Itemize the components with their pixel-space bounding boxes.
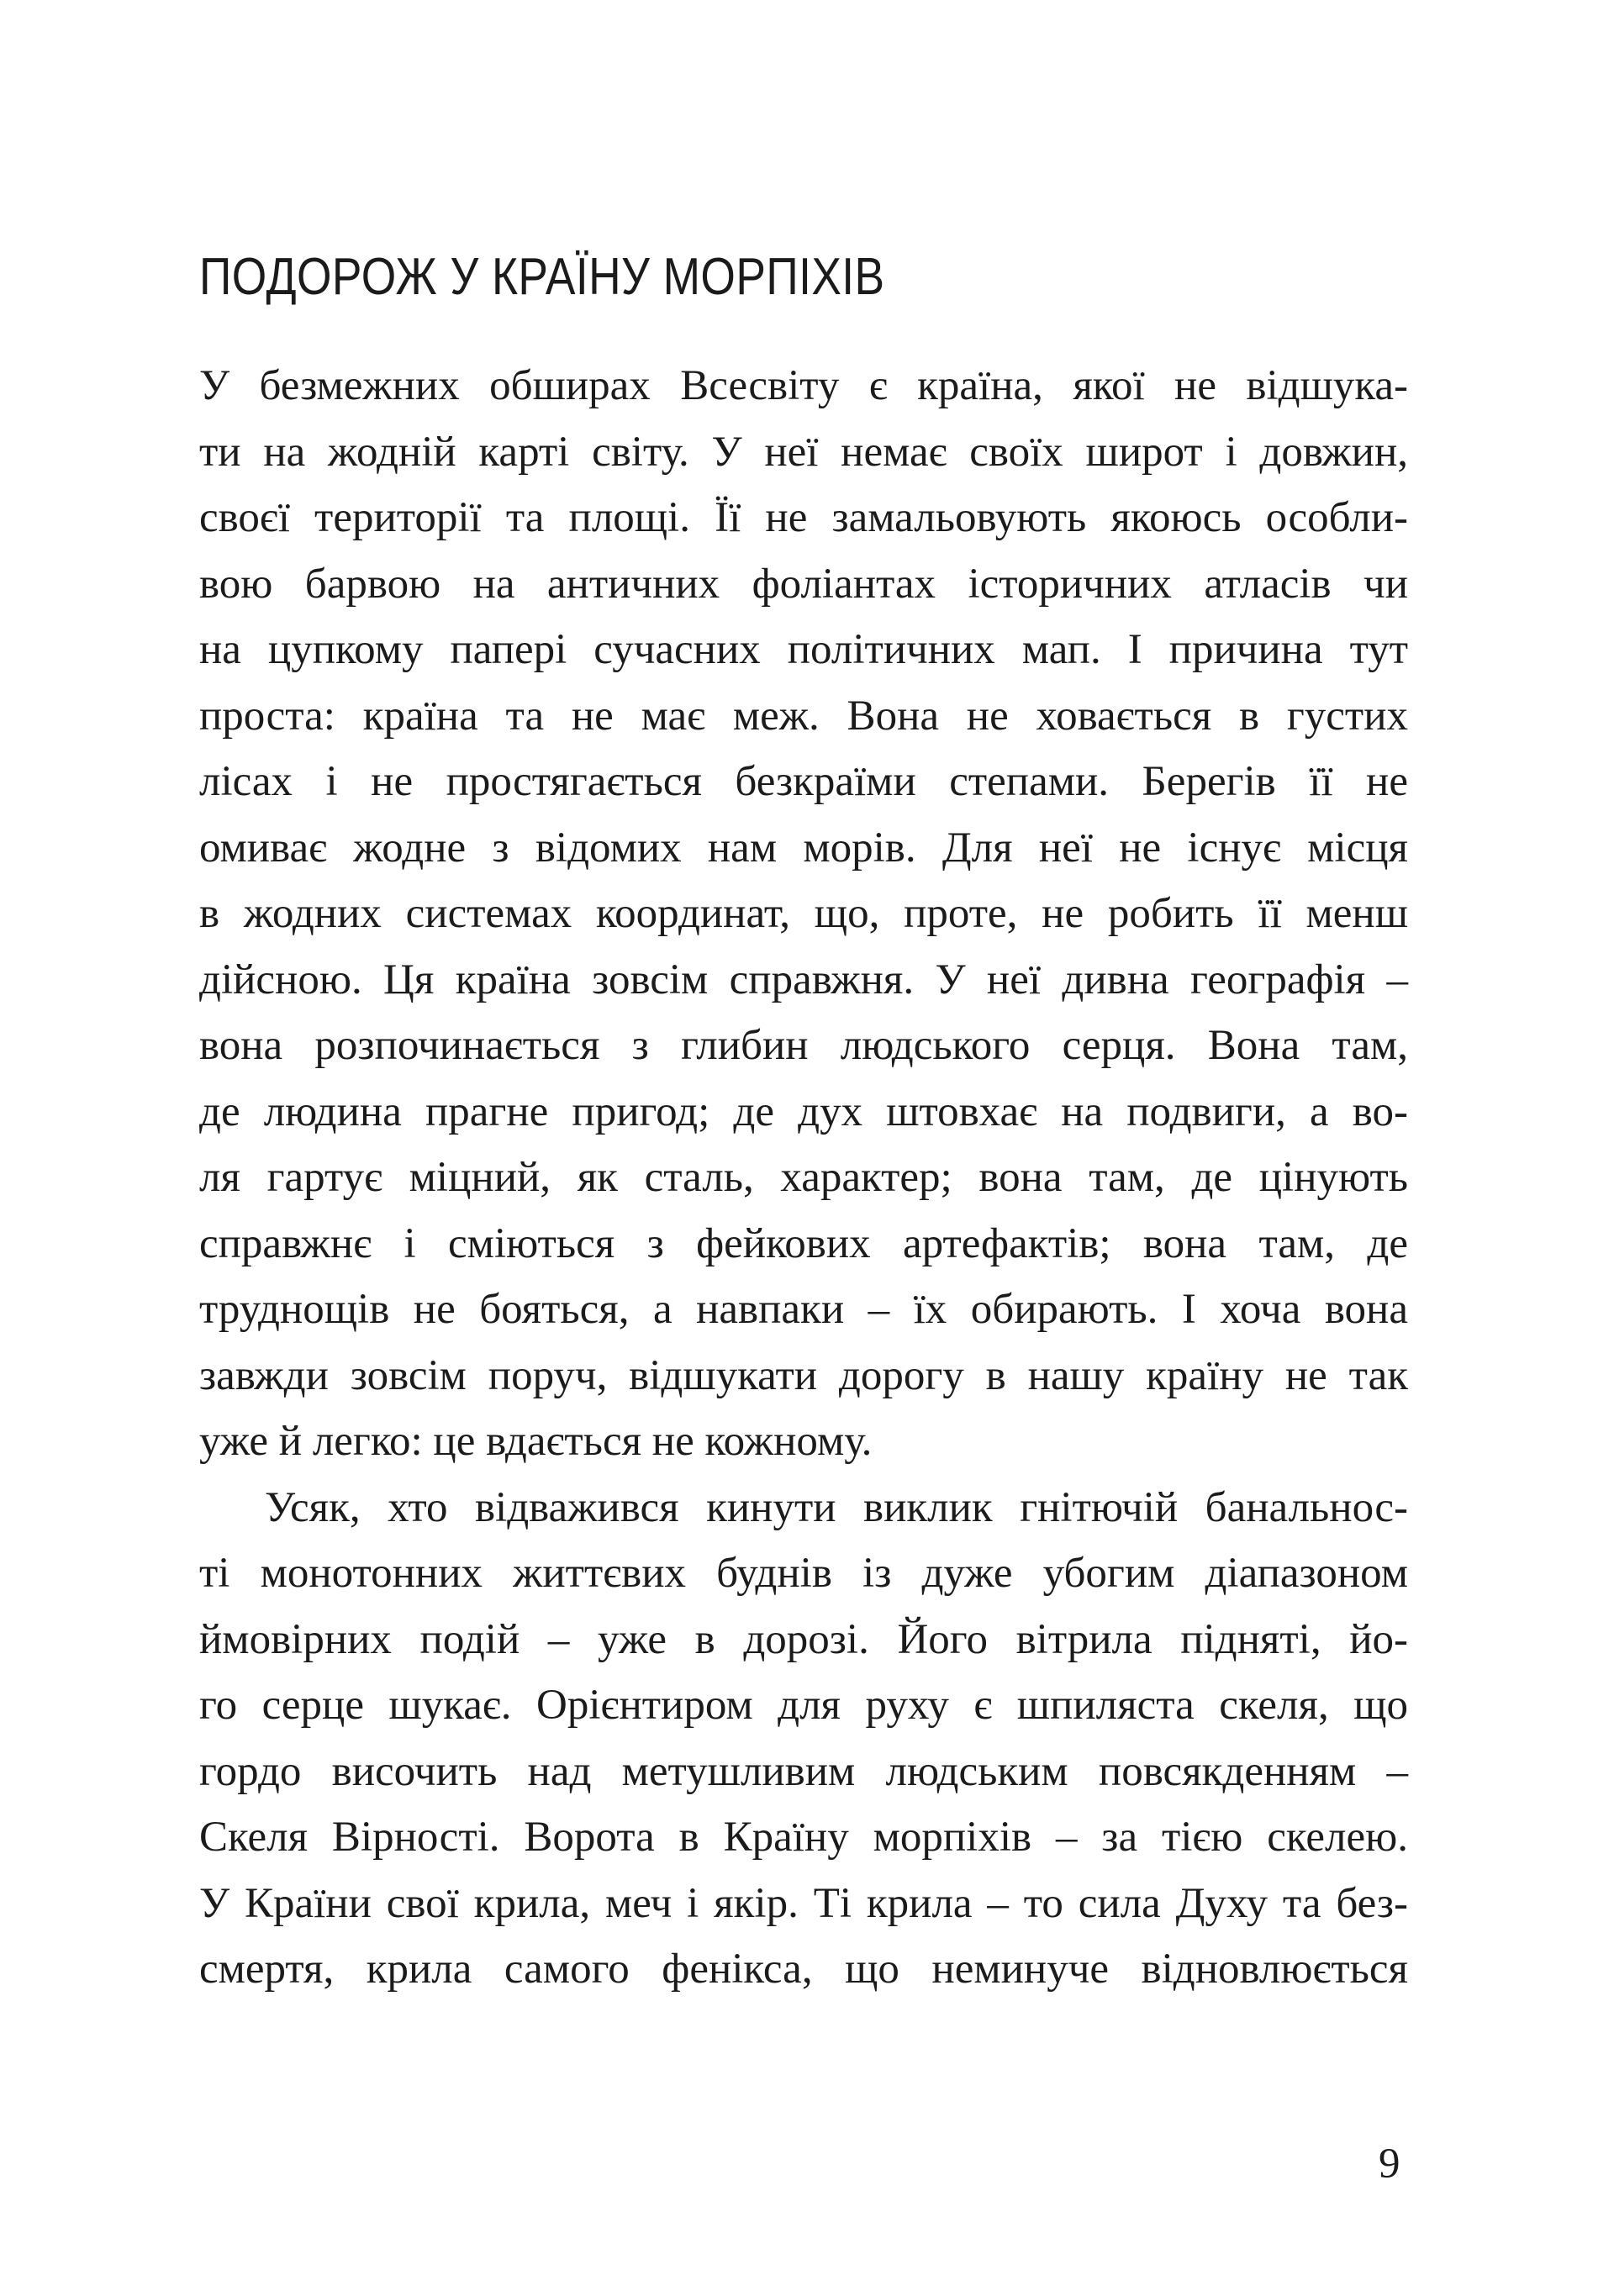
- text-line: уже й легко: це вдається не кожному.: [199, 1418, 873, 1465]
- text-line: омиває жодне з відомих нам морів. Для неї не існує місця: [199, 824, 1408, 872]
- text-line: дійсною. Ця країна зовсім справжня. У неї дивна географія –: [199, 956, 1408, 1003]
- text-line: завжди зовсім поруч, відшукати дорогу в нашу країну не так: [199, 1351, 1408, 1399]
- text-line: смертя, крила самого фенікса, що неминуче відновлюється: [199, 1946, 1408, 1993]
- text-line: У Країни свої крила, меч і якір. Ті крила – то сила Духу та без-: [199, 1879, 1408, 1927]
- text-line: ля гартує міцний, як сталь, характер; вона там, де цінують: [199, 1154, 1408, 1201]
- page-number: 9: [1379, 2141, 1400, 2188]
- text-line: лісах і не простягається безкраїми степами. Берегів її не: [199, 758, 1408, 805]
- text-line: ти на жодній карті світу. У неї немає своїх широт і довжин,: [199, 428, 1408, 476]
- text-line: го серце шукає. Орієнтиром для руху є шпиляста скеля, що: [199, 1682, 1408, 1729]
- text-line: вона розпочинається з глибин людського серця. Вона там,: [199, 1022, 1408, 1069]
- chapter-title: ПОДОРОЖ У КРАЇНУ МОРПІХІВ: [199, 247, 885, 306]
- text-line: ймовірних подій – уже в дорозі. Його вітрила підняті, йо-: [199, 1615, 1408, 1663]
- text-line: ті монотонних життєвих буднів із дуже убогим діапазоном: [199, 1550, 1408, 1597]
- body-text: [199, 353, 1408, 2003]
- text-line: справжнє і сміються з фейкових артефактів; вона там, де: [199, 1219, 1408, 1267]
- text-line: труднощів не бояться, а навпаки – їх обирають. І хоча вона: [199, 1286, 1408, 1333]
- paragraph-1: [199, 353, 1408, 1475]
- text-line: на цупкому папері сучасних політичних мап. І причина тут: [199, 626, 1408, 673]
- text-line: Скеля Вірності. Ворота в Країну морпіхів – за тією скелею.: [199, 1814, 1408, 1861]
- text-line: гордо височить над метушливим людським повсякденням –: [199, 1747, 1408, 1795]
- text-line: своєї території та площі. Її не замальовують якоюсь особли-: [199, 494, 1408, 541]
- text-line: вою барвою на античних фоліантах історичних атласів чи: [199, 560, 1408, 608]
- text-line: У безмежних обширах Всесвіту є країна, якої не відшука-: [199, 362, 1408, 409]
- text-line: в жодних системах координат, що, проте, не робить її менш: [199, 890, 1408, 937]
- text-line: Усяк, хто відважився кинути виклик гнітючій банальнос-: [265, 1483, 1408, 1531]
- text-line: де людина прагне пригод; де дух штовхає на подвиги, а во-: [199, 1087, 1408, 1135]
- paragraph-2: [199, 1475, 1408, 2003]
- text-line: проста: країна та не має меж. Вона не ховається в густих: [199, 692, 1408, 740]
